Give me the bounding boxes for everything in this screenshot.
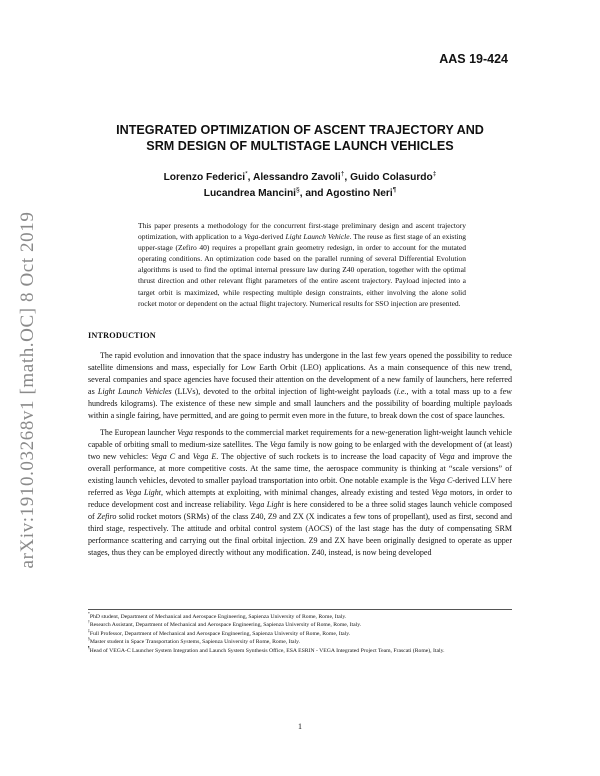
author-name: Lucandrea Mancini [203, 187, 296, 199]
italic-run: Vega C [429, 476, 453, 486]
italic-run: Vega [431, 487, 448, 497]
footnote-mark: § [88, 637, 90, 642]
paper-title [100, 122, 500, 154]
abstract-italic: Vega [243, 232, 259, 242]
arxiv-stamp-text: arXiv:1910.03268v1 [math.OC] 8 Oct 2019 [17, 211, 38, 569]
title-line: SRM DESIGN OF MULTISTAGE LAUNCH VEHICLES [146, 139, 454, 153]
abstract [138, 220, 466, 309]
text-run: (LLVs), devoted to the orbital injection of light-weight payloads ( [171, 386, 397, 396]
author-name: Lorenzo Federici [163, 172, 246, 183]
footnote-text: Research Assistant, Department of Mechanical and Aerospace Engineering, Sapienza University of Rome, Rome, Italy. [89, 622, 362, 629]
text-run: . The objective of such rockets is to increase the load capacity of [216, 452, 440, 462]
italic-run: Vega Light [125, 487, 161, 497]
footnote-mark: ‡ [88, 628, 90, 633]
footnote [88, 630, 512, 638]
abstract-text: This paper presents a methodology for the concurrent first-stage preliminary design and ascent trajectory optimization, with application to a [138, 221, 466, 242]
footnote-mark: ‡ [432, 170, 437, 178]
italic-run: Vega [269, 440, 286, 450]
footnote-mark: * [88, 612, 90, 617]
text-run: is here considered to be a three solid stages launch vehicle composed of [88, 499, 512, 521]
abstract-italic: Light Launch Vehicle [285, 232, 350, 242]
author-name: Agostino Neri [325, 187, 393, 199]
footnote-mark: † [340, 170, 345, 178]
footnote-text: Full Professor, Department of Mechanical and Aerospace Engineering, Sapienza University of Rome, Rome, Italy. [89, 630, 351, 637]
text-run: solid rocket motors (SRMs) of the class Z40, Z9 and ZX (X indicates a few tons of propellant), used as first, second and third stage, respectively. The attitude and orbital control system (AOCS) of the last stage has the duty of compensating SRM performance scattering and carrying out the final orbital injection. Z9 and ZX have been originally designed to operate as upper stages, thus they can be employed directly without any modification. Z40, instead, is now being developed [88, 511, 512, 557]
section-heading: INTRODUCTION [88, 331, 156, 340]
footnote-mark: § [296, 186, 300, 194]
text-run: -derived LLV here referred as [88, 476, 512, 497]
italic-run: Vega [439, 452, 455, 462]
paragraph [88, 427, 512, 558]
text-run: motors, in order to reduce development cost and increase reliability. [88, 487, 512, 509]
footnote-text: Head of VEGA-C Launcher System Integration and Launch System Synthesis Office, ESA ESRIN - VEGA Integrated Project Team, Frascati (Rome), Italy. [89, 647, 445, 654]
footnote-text: Master student in Space Transportation Systems, Sapienza University of Rome, Rome, Italy. [89, 639, 301, 646]
footnote [88, 638, 512, 646]
abstract-text: . The reuse as first stage of an existing upper-stage (Zefiro 40) requires a propellant grain geometry redesign, in order to account for the mutated operating conditions. An optimization code based on the parallel running of several Differential Evolution algorithms is used to find the optimal internal pressure law during Z40 operation, together with the optimal thrust direction and other relevant flight parameters of the entire ascent trajectory. Payload injected into a target orbit is maximized, while respecting multiple design constraints, either involving the alone solid rocket motor or dependent on the actual flight trajectory. Numerical results for SSO injection are presented. [138, 232, 466, 308]
author-line [100, 170, 500, 186]
text-run: , which attempts at exploiting, with minimal changes, already existing and tested [160, 487, 432, 497]
abstract-text: -derived [258, 232, 286, 242]
title-line: INTEGRATED OPTIMIZATION OF ASCENT TRAJECTORY AND [116, 123, 484, 137]
author-separator: , [247, 172, 253, 183]
author-separator: , and [299, 187, 326, 199]
page-number: 1 [298, 722, 302, 731]
author-name: Guido Colasurdo [350, 172, 433, 183]
italic-run: Vega Light [248, 499, 284, 509]
arxiv-stamp [6, 200, 50, 580]
text-run: , with a total mass up to a few hundreds kilograms). The existence of these new simple and small launchers and the possibility of boarding multiple payloads within a single fairing, have permitted, and are going to permit even more in the future, to break down the cost of space launches. [88, 386, 512, 420]
italic-run: Vega E [192, 452, 217, 462]
footnote-mark: † [88, 620, 90, 625]
italic-run: Zefiro [97, 511, 117, 521]
text-run: responds to the commercial market requirements for a new-generation light-weight launch vehicle capable of orbiting small to medium-size satellites. The [88, 428, 512, 450]
text-run: The European launcher [100, 428, 178, 438]
italic-run: i.e. [396, 386, 407, 396]
text-run: and [175, 452, 193, 462]
author-name: Alessandro Zavoli [252, 172, 341, 183]
author-list [100, 170, 500, 201]
text-run: and improve the overall performance, at more competitive costs. At the same time, the aerospace community is thinking at “scale versions” of existing launch vehicles, devoted to smaller payload transportation into orbit. One notable example is the [88, 452, 512, 486]
author-line [100, 186, 500, 202]
report-id: AAS 19-424 [439, 52, 508, 66]
footnote-text: PhD student, Department of Mechanical and Aerospace Engineering, Sapienza University of Rome, Rome, Italy. [89, 614, 347, 620]
text-run: The rapid evolution and innovation that the space industry has undergone in the last few years opened the possibility to reduce satellite dimensions and mass, especially for Low Earth Orbit (LEO) applications. As a main consequence of this new trend, several companies and space agencies have focused their attention on the development of a new family of launchers, here referred as [88, 351, 512, 396]
footnote [88, 647, 512, 655]
footnote [88, 613, 512, 621]
footnotes [88, 609, 512, 655]
footnote-mark: ¶ [392, 186, 397, 194]
italic-run: Vega [177, 428, 193, 438]
paragraph [88, 350, 512, 421]
text-run: family is now going to be enlarged with the development of (at least) two new vehicles: [88, 440, 513, 462]
footnote-mark: ¶ [88, 645, 90, 650]
italic-run: Light Launch Vehicles [97, 386, 172, 396]
italic-run: Vega C [151, 452, 176, 462]
footnote-mark: * [245, 170, 248, 178]
author-separator: , [344, 172, 351, 183]
footnote [88, 621, 512, 629]
body-text [88, 350, 512, 564]
